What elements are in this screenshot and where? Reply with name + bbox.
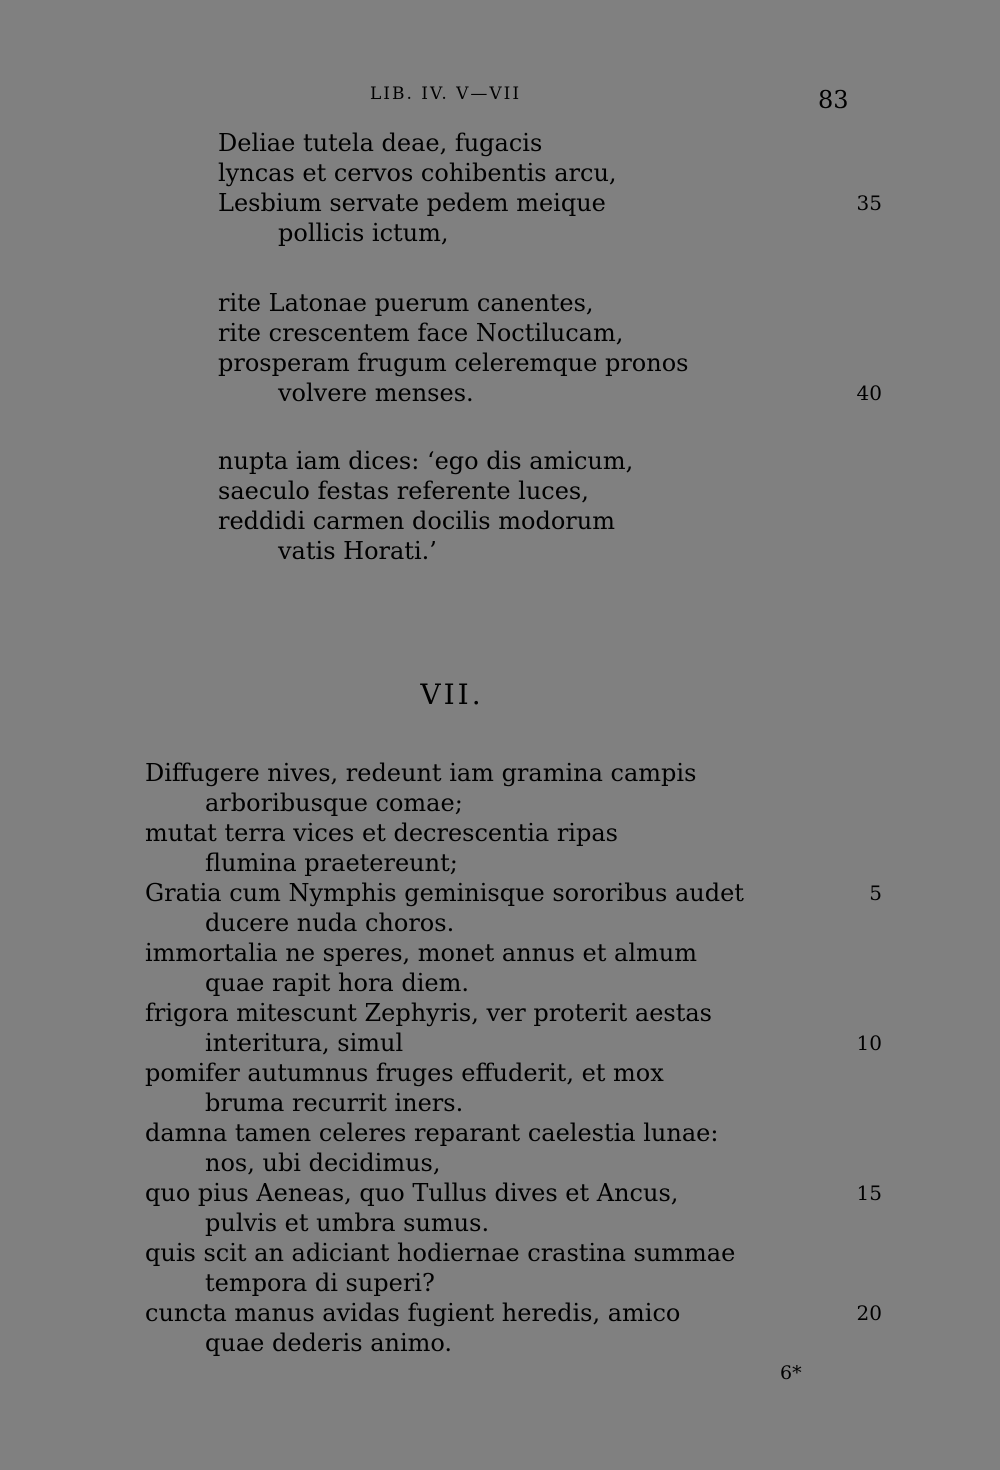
- line-number: 15: [856, 1181, 882, 1205]
- verse-text: rite Latonae puerum canentes,: [218, 289, 594, 317]
- verse-text: quis scit an adiciant hodiernae crastina summae: [145, 1239, 736, 1267]
- verse-line: [0, 318, 1000, 348]
- verse-text: saeculo festas referente luces,: [218, 477, 589, 505]
- verse-text: flumina praetereunt;: [205, 849, 458, 877]
- verse-text: volvere menses.: [278, 379, 474, 407]
- verse-text: cuncta manus avidas fugient heredis, amico: [145, 1299, 681, 1327]
- verse-line: [0, 758, 1000, 788]
- verse-text: quae rapit hora diem.: [205, 969, 469, 997]
- verse-line: [0, 1328, 1000, 1358]
- verse-text: quo pius Aeneas, quo Tullus dives et Ancus,: [145, 1179, 679, 1207]
- line-number: 20: [856, 1301, 882, 1325]
- verse-text: Lesbium servate pedem meique: [218, 189, 606, 217]
- verse-text: arboribusque comae;: [205, 789, 463, 817]
- line-number: 40: [856, 381, 882, 405]
- verse-line: [0, 446, 1000, 476]
- verse-line: [0, 378, 1000, 408]
- verse-line: [0, 1058, 1000, 1088]
- verse-text: prosperam frugum celeremque pronos: [218, 349, 689, 377]
- line-number: 35: [856, 191, 882, 215]
- stanza-3: [0, 446, 1000, 566]
- verse-text: vatis Horati.’: [278, 537, 437, 565]
- stanza-2: [0, 288, 1000, 408]
- verse-line: [0, 1178, 1000, 1208]
- verse-line: [0, 1148, 1000, 1178]
- running-head: LIB. IV. V—VII: [370, 84, 522, 104]
- verse-text: quae dederis animo.: [205, 1329, 453, 1357]
- verse-text: damna tamen celeres reparant caelestia lunae:: [145, 1119, 719, 1147]
- verse-line: [0, 938, 1000, 968]
- verse-text: bruma recurrit iners.: [205, 1089, 464, 1117]
- verse-text: interitura, simul: [205, 1029, 404, 1057]
- verse-line: [0, 818, 1000, 848]
- verse-text: tempora di superi?: [205, 1269, 435, 1297]
- verse-line: [0, 968, 1000, 998]
- verse-line: [0, 1028, 1000, 1058]
- verse-line: [0, 1268, 1000, 1298]
- verse-line: [0, 288, 1000, 318]
- verse-line: [0, 1088, 1000, 1118]
- verse-text: Gratia cum Nymphis geminisque sororibus audet: [145, 879, 744, 907]
- verse-text: lyncas et cervos cohibentis arcu,: [218, 159, 617, 187]
- verse-line: [0, 1238, 1000, 1268]
- verse-text: pulvis et umbra sumus.: [205, 1209, 490, 1237]
- verse-line: [0, 348, 1000, 378]
- verse-line: [0, 158, 1000, 188]
- ode-vii-text: [0, 758, 1000, 1358]
- verse-text: pollicis ictum,: [278, 219, 449, 247]
- verse-text: ducere nuda choros.: [205, 909, 455, 937]
- line-number: 10: [856, 1031, 882, 1055]
- verse-text: pomifer autumnus fruges effuderit, et mox: [145, 1059, 664, 1087]
- verse-text: frigora mitescunt Zephyris, ver proterit aestas: [145, 999, 712, 1027]
- verse-line: [0, 506, 1000, 536]
- verse-text: Deliae tutela deae, fugacis: [218, 129, 543, 157]
- verse-line: [0, 476, 1000, 506]
- verse-line: [0, 908, 1000, 938]
- verse-text: rite crescentem face Noctilucam,: [218, 319, 624, 347]
- stanza-1: [0, 128, 1000, 248]
- verse-line: [0, 128, 1000, 158]
- verse-line: [0, 218, 1000, 248]
- signature-mark: 6*: [780, 1362, 802, 1384]
- verse-line: [0, 1118, 1000, 1148]
- verse-text: Diffugere nives, redeunt iam gramina campis: [145, 759, 697, 787]
- verse-line: [0, 536, 1000, 566]
- page-number: 83: [818, 86, 849, 114]
- verse-text: reddidi carmen docilis modorum: [218, 507, 615, 535]
- verse-line: [0, 1298, 1000, 1328]
- verse-line: [0, 848, 1000, 878]
- verse-text: mutat terra vices et decrescentia ripas: [145, 819, 618, 847]
- verse-line: [0, 788, 1000, 818]
- verse-text: nupta iam dices: ‘ego dis amicum,: [218, 447, 634, 475]
- verse-line: [0, 1208, 1000, 1238]
- verse-line: [0, 188, 1000, 218]
- verse-line: [0, 878, 1000, 908]
- verse-text: nos, ubi decidimus,: [205, 1149, 441, 1177]
- verse-line: [0, 998, 1000, 1028]
- line-number: 5: [869, 881, 882, 905]
- ode-title: VII.: [420, 678, 484, 711]
- verse-text: immortalia ne speres, monet annus et almum: [145, 939, 697, 967]
